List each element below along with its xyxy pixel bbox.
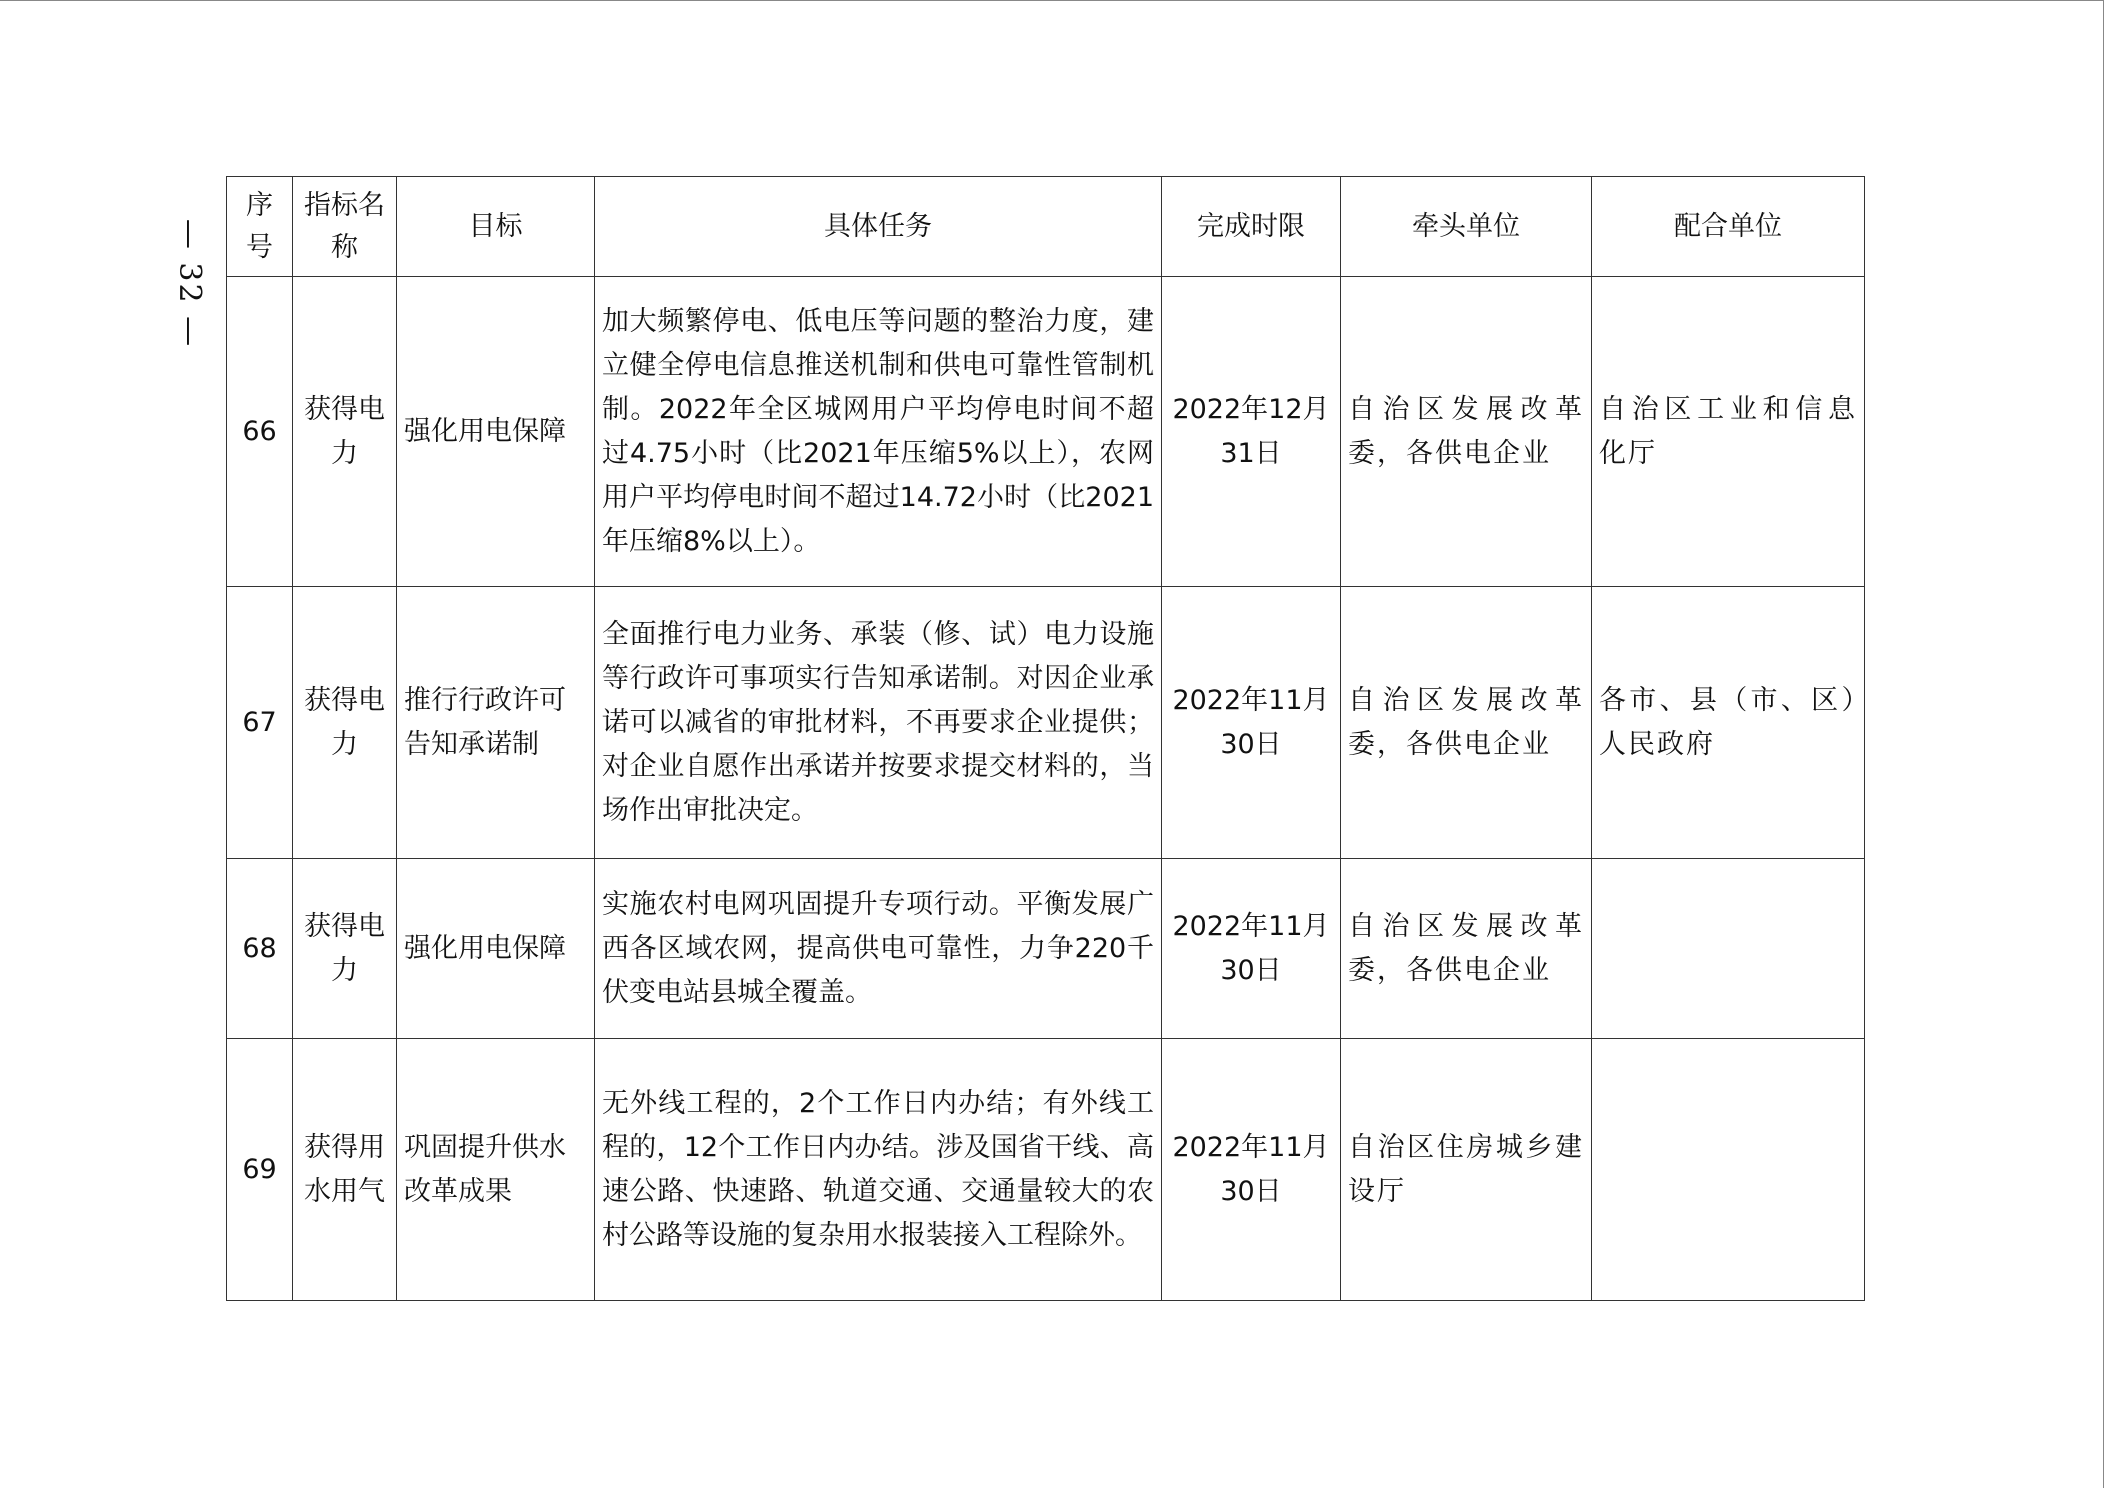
cell-indicator: 获得用水用气	[293, 1039, 397, 1301]
cell-indicator: 获得电力	[293, 587, 397, 859]
header-lead: 牵头单位	[1341, 177, 1592, 277]
table-row	[227, 277, 1865, 587]
table-row	[227, 587, 1865, 859]
cell-seq: 66	[227, 277, 293, 587]
cell-coop	[1592, 859, 1865, 1039]
table-row	[227, 1039, 1865, 1301]
header-deadline: 完成时限	[1162, 177, 1341, 277]
cell-coop: 自治区工业和信息化厅	[1592, 277, 1865, 587]
table-row	[227, 859, 1865, 1039]
header-coop: 配合单位	[1592, 177, 1865, 277]
header-goal: 目标	[397, 177, 595, 277]
cell-lead: 自治区发展改革委，各供电企业	[1341, 277, 1592, 587]
cell-deadline: 2022年12月31日	[1162, 277, 1341, 587]
header-task: 具体任务	[595, 177, 1162, 277]
page-number	[160, 218, 220, 348]
cell-lead: 自治区发展改革委，各供电企业	[1341, 587, 1592, 859]
cell-goal: 推行行政许可告知承诺制	[397, 587, 595, 859]
cell-task: 全面推行电力业务、承装（修、试）电力设施等行政许可事项实行告知承诺制。对因企业承诺可以减省的审批材料，不再要求企业提供；对企业自愿作出承诺并按要求提交材料的，当场作出审批决定。	[595, 587, 1162, 859]
cell-goal: 巩固提升供水改革成果	[397, 1039, 595, 1301]
cell-coop	[1592, 1039, 1865, 1301]
table-header-row	[227, 177, 1865, 277]
cell-deadline: 2022年11月30日	[1162, 587, 1341, 859]
cell-coop: 各市、县（市、区）人民政府	[1592, 587, 1865, 859]
cell-lead: 自治区发展改革委，各供电企业	[1341, 859, 1592, 1039]
header-seq: 序号	[227, 177, 293, 277]
cell-seq: 69	[227, 1039, 293, 1301]
cell-goal: 强化用电保障	[397, 859, 595, 1039]
cell-task: 无外线工程的，2个工作日内办结；有外线工程的，12个工作日内办结。涉及国省干线、高速公路、快速路、轨道交通、交通量较大的农村公路等设施的复杂用水报装接入工程除外。	[595, 1039, 1162, 1301]
page-number-text: — 32 —	[172, 218, 208, 348]
cell-deadline: 2022年11月30日	[1162, 1039, 1341, 1301]
cell-deadline: 2022年11月30日	[1162, 859, 1341, 1039]
cell-indicator: 获得电力	[293, 277, 397, 587]
cell-task: 实施农村电网巩固提升专项行动。平衡发展广西各区域农网，提高供电可靠性，力争220千伏变电站县城全覆盖。	[595, 859, 1162, 1039]
task-table	[226, 176, 1865, 1301]
cell-lead: 自治区住房城乡建设厅	[1341, 1039, 1592, 1301]
page-border-top	[0, 0, 2104, 1]
cell-seq: 67	[227, 587, 293, 859]
cell-indicator: 获得电力	[293, 859, 397, 1039]
header-indicator: 指标名称	[293, 177, 397, 277]
cell-goal: 强化用电保障	[397, 277, 595, 587]
cell-seq: 68	[227, 859, 293, 1039]
cell-task: 加大频繁停电、低电压等问题的整治力度，建立健全停电信息推送机制和供电可靠性管制机制。2022年全区城网用户平均停电时间不超过4.75小时（比2021年压缩5%以上），农网用户平均停电时间不超过14.72小时（比2021年压缩8%以上）。	[595, 277, 1162, 587]
